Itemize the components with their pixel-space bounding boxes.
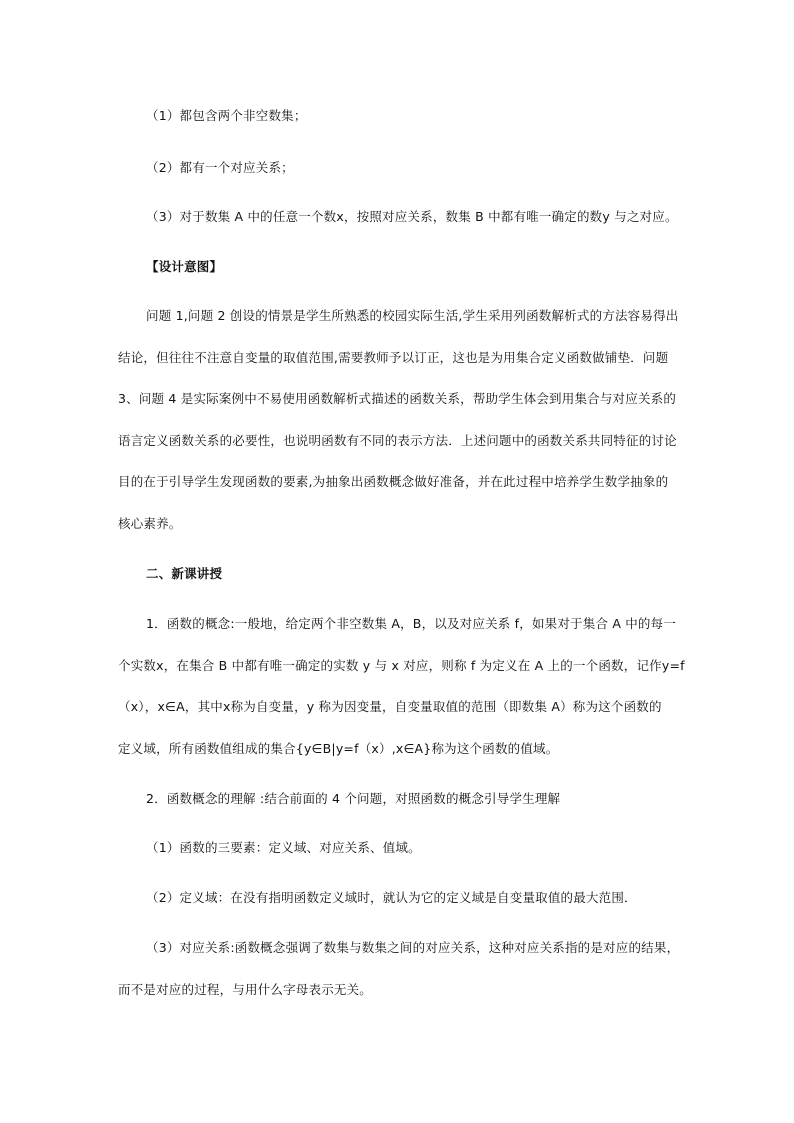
intent-paragraph-line-4: 语言定义函数关系的必要性，也说明函数有不同的表示方法．上述问题中的函数关系共同特征的讨论 — [118, 433, 677, 448]
domain-explanation: （2）定义域：在没有指明函数定义域时，就认为它的定义域是自变量取值的最大范围． — [146, 890, 637, 905]
correspondence-line-2: 而不是对应的过程，与用什么字母表示无关。 — [118, 982, 373, 997]
function-understanding: 2．函数概念的理解 :结合前面的 4 个问题，对照函数的概念引导学生理解 — [146, 791, 561, 806]
intent-paragraph-line-1: 问题 1,问题 2 创设的情景是学生所熟悉的校园实际生活,学生采用列函数解析式的方法容易得出 — [146, 308, 679, 323]
design-intent-heading: 【设计意图】 — [146, 259, 223, 274]
intent-paragraph-line-2: 结论，但往往不注意自变量的取值范围,需要教师予以订正，这也是为用集合定义函数做铺垫．问题 — [118, 350, 669, 365]
function-definition-line-1: 1．函数的概念:一般地，给定两个非空数集 A，B，以及对应关系 f，如果对于集合 A 中的每一 — [146, 616, 677, 631]
function-definition-line-4: 定义域，所有函数值组成的集合{y∈B|y=f（x）,x∈A}称为这个函数的值域。 — [118, 741, 559, 756]
condition-2: （2）都有一个对应关系； — [146, 160, 294, 175]
condition-3: （3）对于数集 A 中的任意一个数x，按照对应关系，数集 B 中都有唯一确定的数y 与之对应。 — [146, 209, 678, 224]
intent-paragraph-line-3: 3、问题 4 是实际案例中不易使用函数解析式描述的函数关系，帮助学生体会到用集合与对应关系的 — [118, 391, 677, 406]
intent-paragraph-line-5: 目的在于引导学生发现函数的要素,为抽象出函数概念做好准备，并在此过程中培养学生数学抽象的 — [118, 474, 669, 489]
function-definition-line-3: （x），x∈A，其中x称为自变量，y 称为因变量，自变量取值的范围（即数集 A）称为这个函数的 — [118, 699, 662, 714]
intent-paragraph-line-6: 核心素养。 — [118, 516, 182, 531]
three-elements: （1）函数的三要素：定义域、对应关系、值域。 — [146, 840, 421, 855]
correspondence-line-1: （3）对应关系:函数概念强调了数集与数集之间的对应关系，这种对应关系指的是对应的结果， — [146, 940, 680, 955]
new-lesson-heading: 二、新课讲授 — [146, 566, 223, 581]
function-definition-line-2: 个实数x，在集合 B 中都有唯一确定的实数 y 与 x 对应，则称 f 为定义在 A 上的一个函数，记作y=f — [118, 658, 685, 673]
condition-1: （1）都包含两个非空数集； — [146, 108, 307, 123]
